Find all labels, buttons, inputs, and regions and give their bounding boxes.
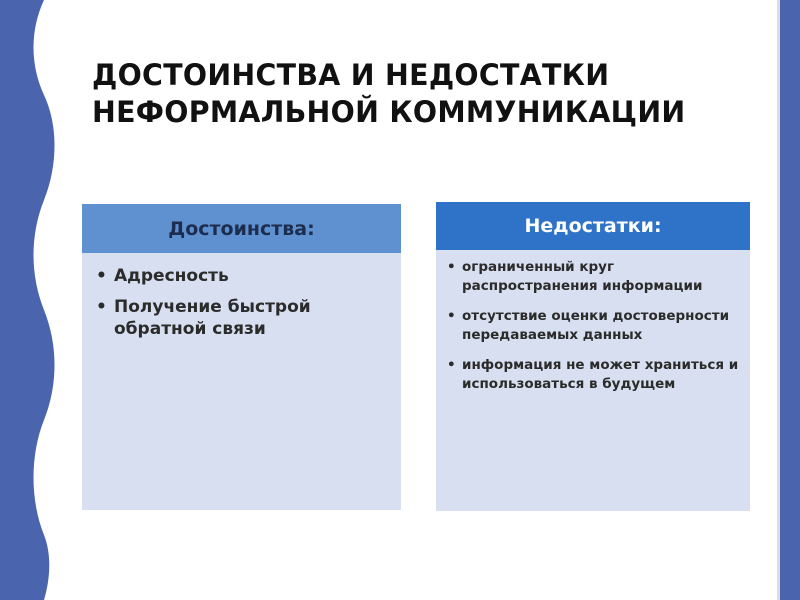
list-item (446, 307, 740, 345)
bullet-icon: • (447, 308, 456, 324)
disadvantages-panel (436, 202, 750, 511)
slide-title: ДОСТОИНСТВА И НЕДОСТАТКИ НЕФОРМАЛЬНОЙ КОММУНИКАЦИИ (92, 58, 686, 129)
list-item-text: ограниченный круг распространения информации (462, 259, 703, 294)
right-edge-stripe (780, 0, 800, 600)
disadvantages-list (446, 258, 740, 394)
list-item-text: Получение быстрой обратной связи (114, 297, 311, 339)
list-item (94, 296, 391, 340)
bullet-icon: • (447, 357, 456, 373)
bullet-icon: • (96, 266, 107, 286)
list-item (446, 258, 740, 296)
list-item-text: Адресность (114, 266, 229, 286)
wave-border-decoration (0, 0, 70, 600)
advantages-body (82, 253, 401, 510)
bullet-icon: • (96, 297, 107, 317)
list-item (94, 265, 391, 287)
disadvantages-header: Недостатки: (436, 202, 750, 250)
advantages-panel (82, 204, 401, 510)
bullet-icon: • (447, 259, 456, 275)
list-item-text: отсутствие оценки достоверности передаваемых данных (462, 308, 730, 343)
list-item (446, 356, 740, 394)
advantages-header: Достоинства: (82, 204, 401, 253)
list-item-text: информация не может храниться и использоваться в будущем (462, 357, 739, 392)
advantages-list (94, 265, 391, 340)
disadvantages-body (436, 250, 750, 511)
